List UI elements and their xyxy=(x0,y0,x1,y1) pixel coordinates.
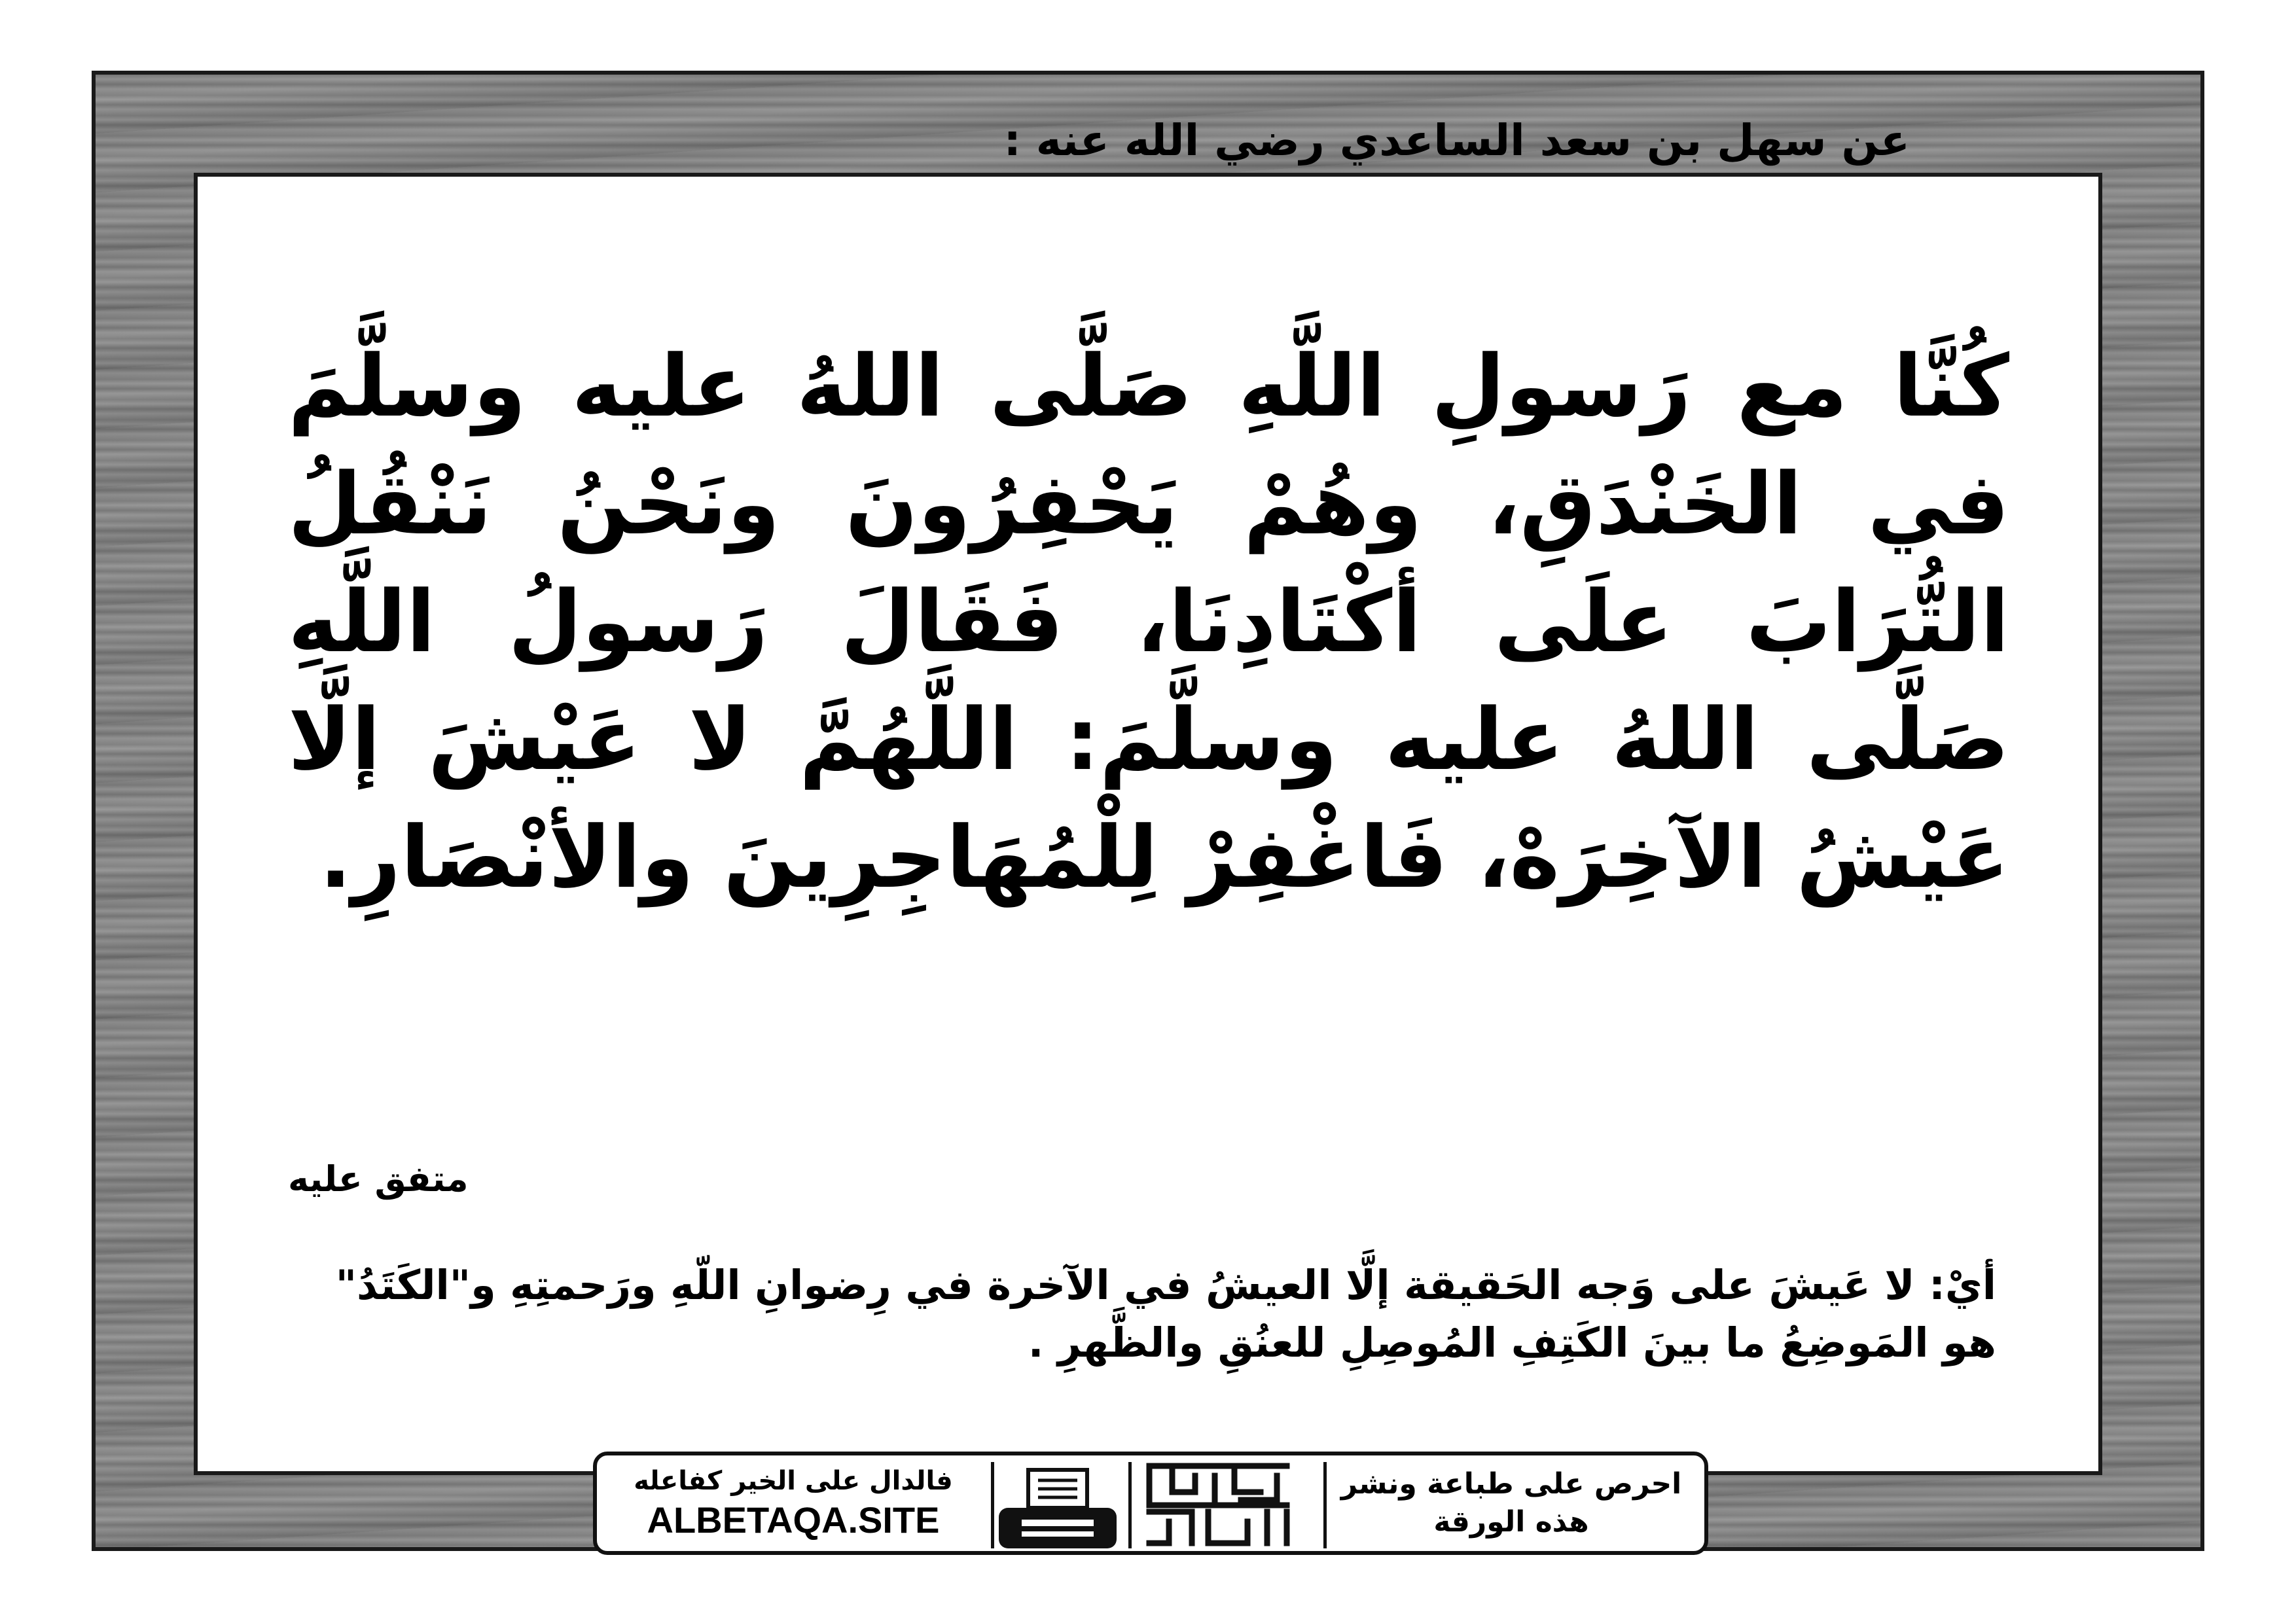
source-label: متفق عليه xyxy=(288,1158,469,1200)
dawat-alwaraqa-logo xyxy=(1143,1459,1293,1550)
hadith-text: كُنَّا مع رَسولِ اللَّهِ صَلَّى اللهُ عليه وسلَّمَ في الخَنْدَقِ، وهُمْ يَحْفِرُونَ ونَحْنُ نَنْقُلُ التُّرَابَ علَى أكْتَادِنَا، فَقَالَ رَسولُ اللَّهِ صَلَّى اللهُ عليه وسلَّمَ: اللَّهُمَّ لا عَيْشَ إلَّا عَيْشُ الآخِرَهْ، فَاغْفِرْ لِلْمُهَاجِرِينَ والأنْصَارِ. xyxy=(288,336,2009,907)
printer-icon xyxy=(992,1467,1123,1552)
footer-divider xyxy=(1128,1462,1132,1548)
footer-bar xyxy=(593,1452,1708,1555)
footer-slogan: فالدال على الخير كفاعله xyxy=(634,1465,953,1496)
explanation-text: أيْ: لا عَيشَ على وَجه الحَقيقة إلَّا العيشُ في الآخرة في رِضوانِ اللّهِ ورَحمتِهِ و"الكَتَدُ" هو المَوضِعُ ما بينَ الكَتِفِ المُوصِلِ للعنُقِ والظَّهرِ . xyxy=(335,1261,1996,1366)
narrator-line: عن سهل بن سعد الساعدي رضي الله عنه : xyxy=(1003,115,1910,166)
footer-call-block xyxy=(1318,1455,1704,1551)
footer-site-link[interactable]: ALBETAQA.SITE xyxy=(647,1499,940,1541)
footer-call-text: احرص على طباعة ونشر هذه الورقة xyxy=(1340,1467,1682,1539)
footer-site-block xyxy=(597,1455,990,1551)
